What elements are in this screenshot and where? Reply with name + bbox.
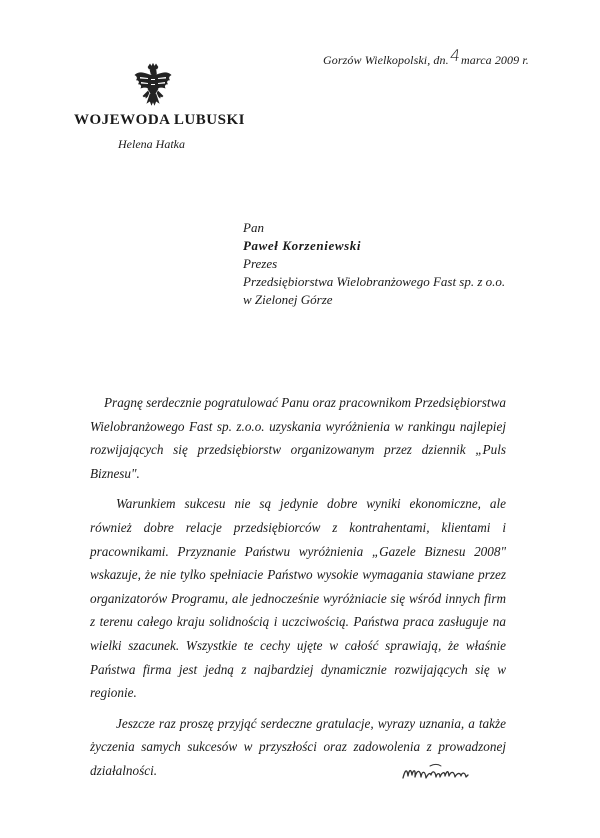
recipient-address: [243, 219, 505, 309]
sender-name: Helena Hatka: [118, 137, 185, 151]
date-suffix: marca 2009 r.: [461, 53, 529, 67]
recipient-name: Paweł Korzeniewski: [243, 238, 362, 253]
date-day: 4: [448, 46, 462, 65]
sender-office: WOJEWODA LUBUSKI: [74, 112, 245, 128]
letter-date: [323, 46, 529, 68]
body-paragraph: Pragnę serdecznie pogratulować Panu oraz pracownikom Przedsiębiorstwa Wielobranżowego Fast sp. z.o.o. uzyskania wyróżnienia w rankingu najlepiej rozwijających się przedsiębiorstw organizowanym przez dziennik „Puls Biznesu".: [90, 395, 506, 481]
date-prefix: Gorzów Wielkopolski, dn.: [323, 53, 449, 67]
letter-body: [90, 391, 506, 790]
recipient-position: Prezes: [243, 256, 278, 271]
handwritten-signature: [400, 760, 504, 786]
recipient-salutation: Pan: [243, 220, 264, 235]
recipient-company: Przedsiębiorstwa Wielobranżowego Fast sp. z o.o.: [243, 274, 506, 289]
polish-eagle-emblem-icon: [133, 63, 173, 109]
body-paragraph: Warunkiem sukcesu nie są jedynie dobre wyniki ekonomiczne, ale również dobre relacje przedsiębiorców z kontrahentami, klientami i pracownikami. Przyznanie Państwu wyróżnienia „Gazele Biznesu 2008" wskazuje, że nie tylko spełniacie Państwo wysokie wymagania stawiane przez organizatorów Programu, ale jednocześnie wyróżniacie się wśród innych firm z terenu całego kraju solidnością i uczciwością. Państwa praca zasługuje na wielki szacunek. Wszystkie te cechy ujęte w całość sprawiają, że właśnie Państwa firma jest jedną z najbardziej dynamicznie rozwijających się w regionie.: [90, 496, 506, 701]
body-paragraph: Jeszcze raz proszę przyjąć serdeczne gratulacje, wyrazy uznania, a także życzenia samych sukcesów w przyszłości oraz zadowolenia z prowadzonej działalności.: [90, 715, 506, 778]
recipient-location: w Zielonej Górze: [243, 292, 333, 307]
